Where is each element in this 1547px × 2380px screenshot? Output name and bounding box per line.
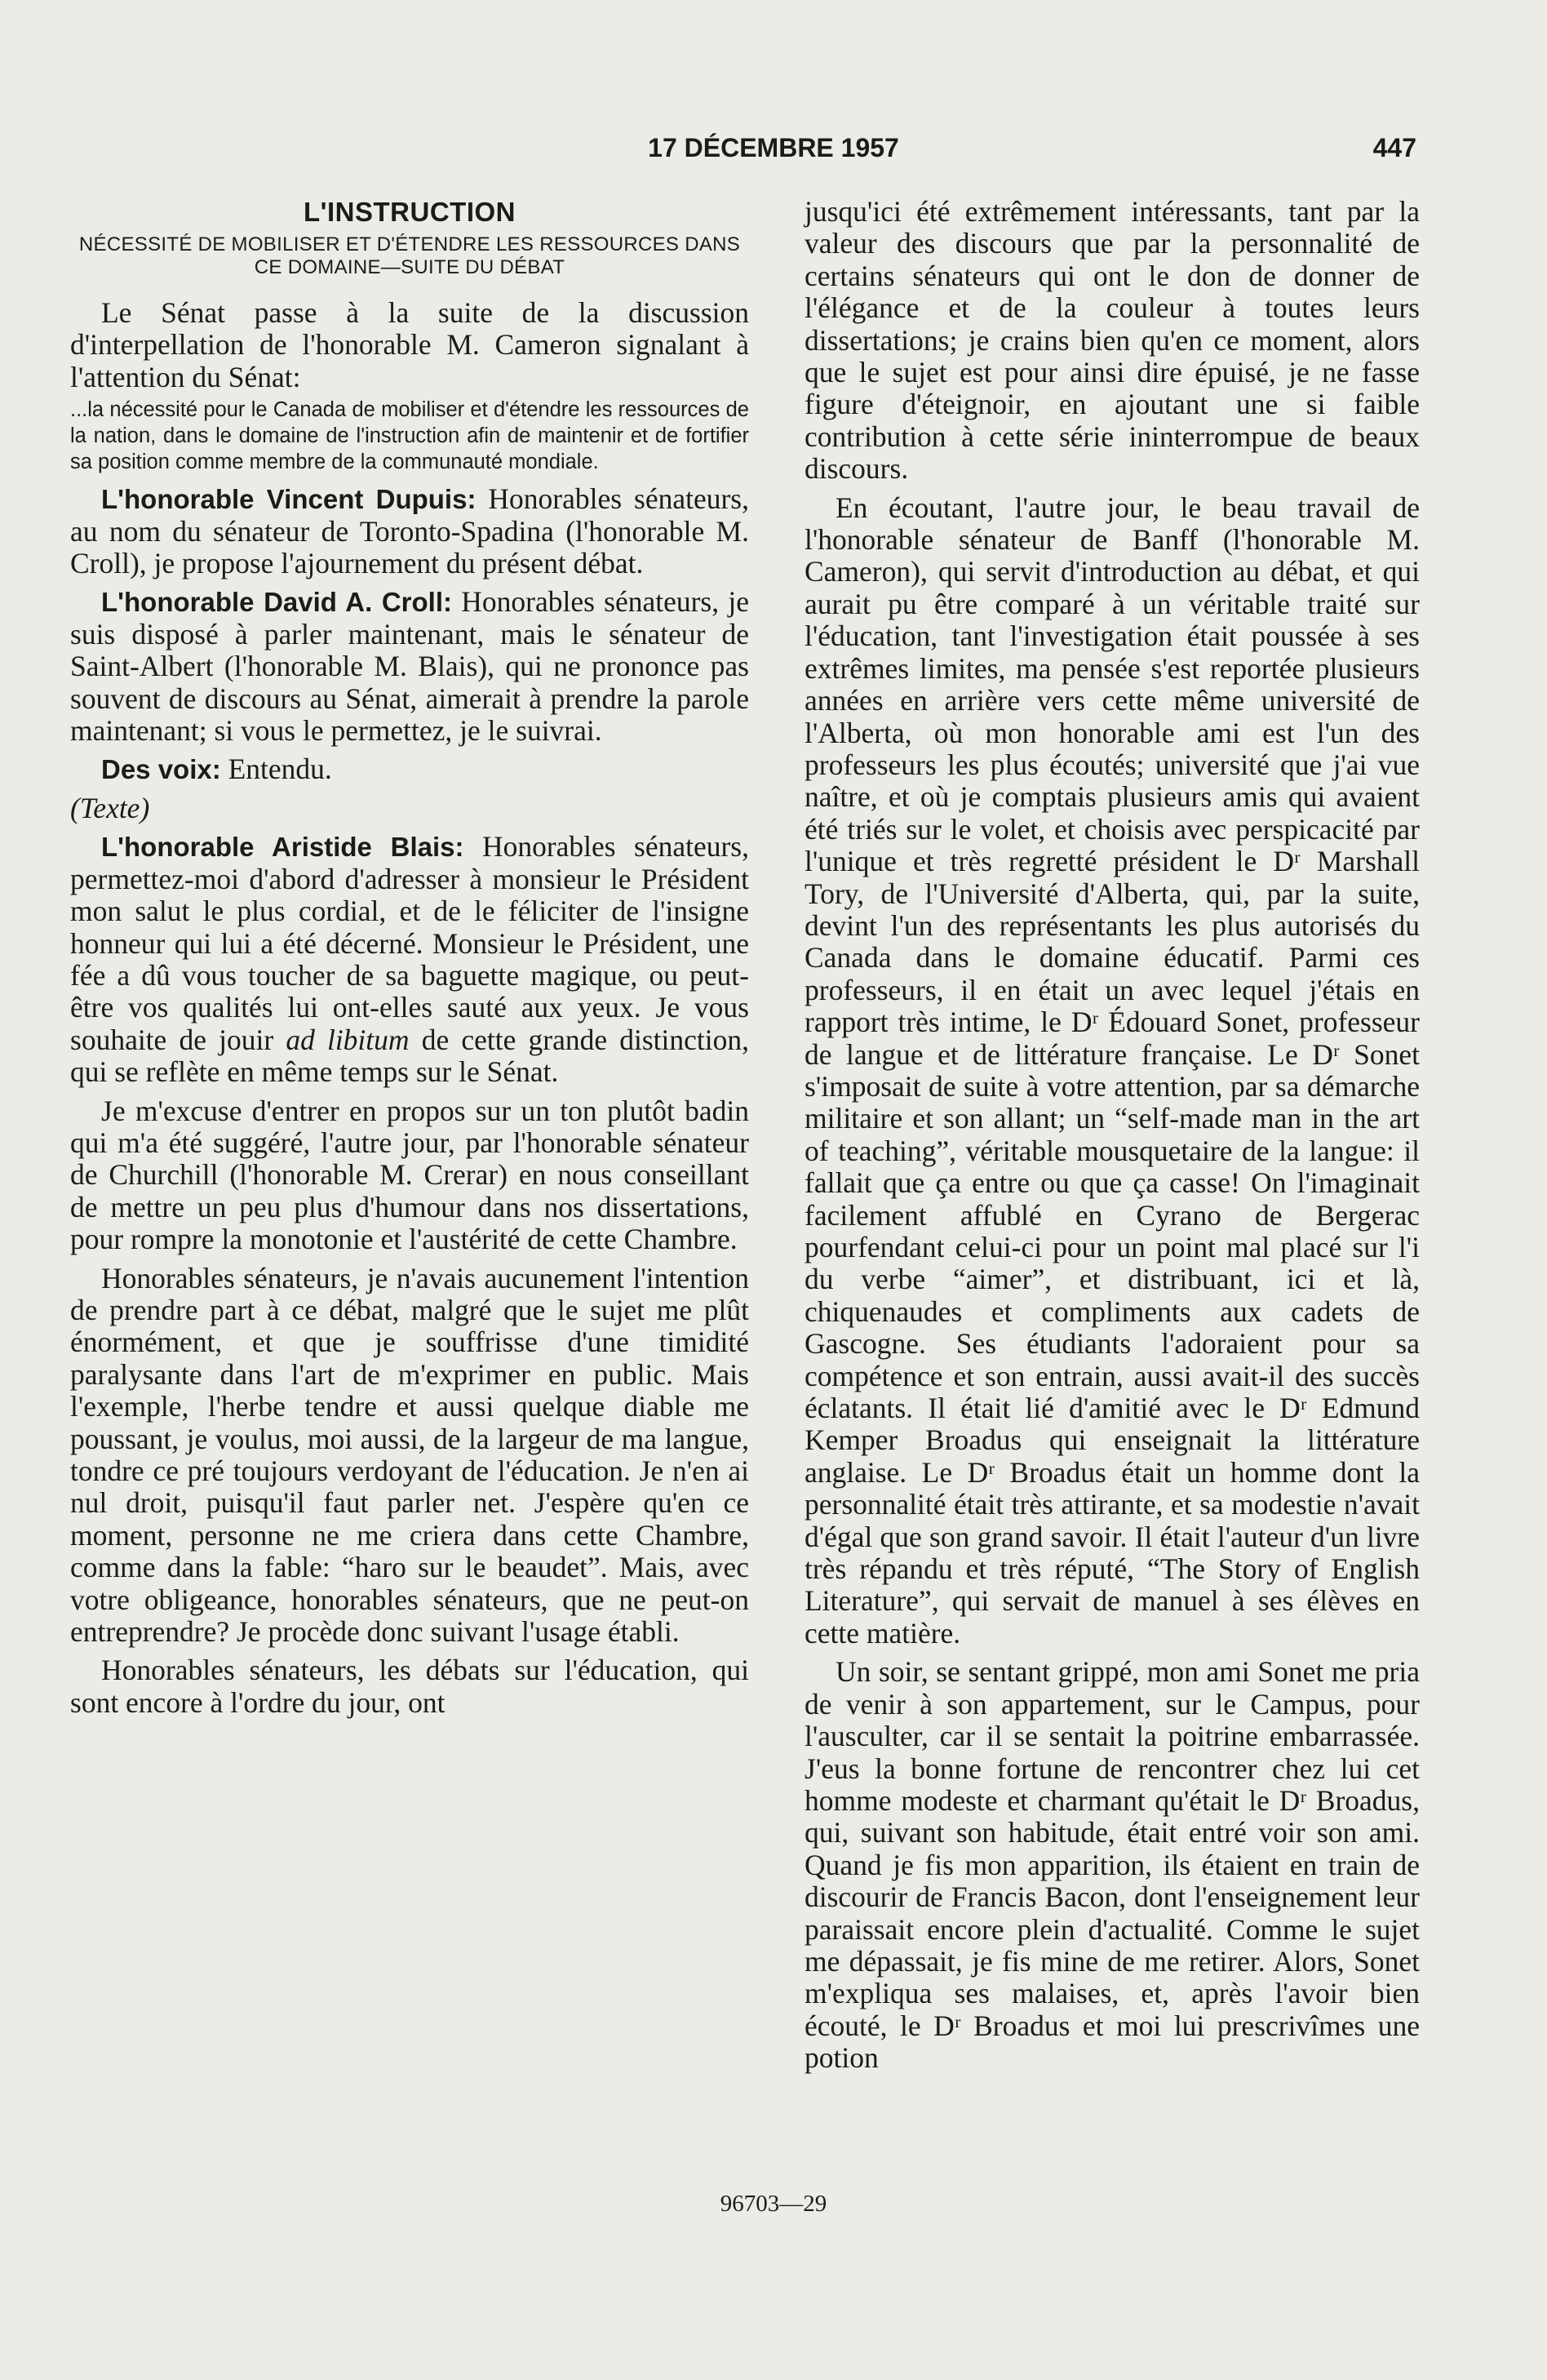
paragraph: En écoutant, l'autre jour, le beau travail de l'honorable sénateur de Banff (l'honorable M. Cameron), qui servit d'introduction au débat, et qui aurait pu être comparé à un véritable traité sur l'éducation, tant l'investigation était poussée à ses extrêmes limites, ma pensée s'est reportée plusieurs années en arrière vers cette même université de l'Alberta, où mon honorable ami est l'un des professeurs les plus écoutés; université que j'ai vue naître, et où je comptais plusieurs amis qui avaient été triés sur le volet, et choisis avec perspicacité par l'unique et très regretté président le Dʳ Marshall Tory, de l'Université d'Alberta, qui, par la suite, devint l'un des représentants les plus autorisés du Canada dans le domaine éducatif. Parmi ces professeurs, il en était un avec lequel j'étais en rapport très intime, le Dʳ Édouard Sonet, professeur de langue et de littérature française. Le Dʳ Sonet s'imposait de suite à votre attention, par sa démarche militaire et son allant; un “self-made man in the art of teaching”, véritable mousquetaire de la langue: il fallait que ça entre ou que ça casse! On l'imaginait facilement affublé en Cyrano de Bergerac pourfendant celui-ci pour un point mal placé sur l'i du verbe “aimer”, et distribuant, ici et là, chiquenaudes et compliments aux cadets de Gascogne. Ses étudiants l'adoraient pour sa compétence et son entrain, aussi avait-il des succès éclatants. Il était lié d'amitié avec le Dʳ Edmund Kemper Broadus qui enseignait la littérature anglaise. Le Dʳ Broadus était un homme dont la personnalité était très attirante, et sa modestie n'avait d'égal que son grand savoir. Il était l'auteur d'un livre très répandu et très réputé, “The Story of English Literature”, qui servait de manuel à ses élèves en cette matière. bbox=[805, 491, 1420, 1650]
paragraph: Un soir, se sentant grippé, mon ami Sonet me pria de venir à son appartement, sur le Campus, pour l'ausculter, car il se sentait la poitrine embarrassée. J'eus la bonne fortune de rencontrer chez lui cet homme modeste et charmant qu'était le Dʳ Broadus, qui, suivant son habitude, était entré voir son ami. Quand je fis mon apparition, ils étaient en train de discourir de Francis Bacon, dont l'enseignement leur paraissait encore plein d'actualité. Comme le sujet me dépassait, je fis mine de me retirer. Alors, Sonet m'expliqua ses malaises, et, après l'avoir bien écouté, le Dʳ Broadus et moi lui prescrivîmes une potion bbox=[805, 1655, 1420, 2075]
speaker-name: Des voix: bbox=[101, 754, 221, 785]
right-column bbox=[805, 196, 1420, 2075]
running-head bbox=[0, 133, 1547, 166]
speech-text: Honorables sénateurs, au nom du sénateur de Toronto-Spadina (l'honorable M. Croll), je propose l'ajournement du présent débat. bbox=[70, 482, 749, 580]
paragraph: Je m'excuse d'entrer en propos sur un ton plutôt badin qui m'a été suggéré, l'autre jour, par l'honorable sénateur de Churchill (l'honorable M. Crerar) en nous conseillant de mettre un peu plus d'humour dans nos dissertations, pour rompre la monotonie et l'austérité de cette Chambre. bbox=[70, 1094, 749, 1256]
speech-paragraph bbox=[70, 753, 749, 785]
paragraph: Le Sénat passe à la suite de la discussion d'interpellation de l'honorable M. Cameron signalant à l'attention du Sénat: bbox=[70, 296, 749, 393]
paragraph: Honorables sénateurs, je n'avais aucunement l'intention de prendre part à ce débat, malgré que le sujet me plût énormément, et que je souffrisse d'une timidité paralysante dans l'art de m'exprimer en public. Mais l'exemple, l'herbe tendre et aussi quelque diable me poussant, je voulus, moi aussi, de la largeur de ma langue, tondre ce pré toujours verdoyant de l'éducation. Je n'en ai nul droit, puisqu'il faut parler net. J'espère qu'en ce moment, personne ne me criera dans cette Chambre, comme dans la fable: “haro sur le beaudet”. Mais, avec votre obligeance, honorables sénateurs, que ne peut-on entreprendre? Je procède donc suivant l'usage établi. bbox=[70, 1261, 749, 1649]
speech-paragraph bbox=[70, 586, 749, 747]
speaker-name: L'honorable David A. Croll: bbox=[101, 587, 452, 618]
footer-signature: 96703—29 bbox=[720, 2191, 827, 2217]
texte-marker: (Texte) bbox=[70, 791, 150, 824]
speech-text: Honorables sénateurs, permettez-moi d'abord d'adresser à monsieur le Président mon salut le plus cordial, et de le féliciter de l'insigne honneur qui lui a été décerné. Monsieur le Président, une fée a dû vous toucher de sa baguette magique, ou peut-être vos qualités lui ont-elles sauté aux yeux. Je vous souhaite de jouir bbox=[70, 830, 749, 1056]
speaker-name: L'honorable Aristide Blais: bbox=[101, 832, 464, 863]
speaker-name: L'honorable Vincent Dupuis: bbox=[101, 484, 477, 515]
page-date: 17 DÉCEMBRE 1957 bbox=[648, 133, 899, 162]
speech-paragraph bbox=[70, 483, 749, 579]
speech-text: de cette grande distinction, qui se reflète en même temps sur le Sénat. bbox=[70, 1023, 750, 1089]
speech-text: Honorables sénateurs, je suis disposé à parler maintenant, mais le sénateur de Saint-Albert (l'honorable M. Blais), qui ne prononce pas souvent de discours au Sénat, aimerait à prendre la parole maintenant; si vous le permettez, je le suivrai. bbox=[70, 585, 750, 748]
italic-phrase: ad libitum bbox=[286, 1023, 410, 1056]
section-subtitle: NÉCESSITÉ DE MOBILISER ET D'ÉTENDRE LES RESSOURCES DANS CE DOMAINE—SUITE DU DÉBAT bbox=[78, 233, 741, 278]
left-column bbox=[70, 196, 749, 1719]
page-number: 447 bbox=[1372, 133, 1416, 162]
paragraph: Honorables sénateurs, les débats sur l'éducation, qui sont encore à l'ordre du jour, ont bbox=[70, 1654, 749, 1719]
motion-quote: ...la nécessité pour le Canada de mobiliser et d'étendre les ressources de la nation, dans le domaine de l'instruction afin de maintenir et de fortifier sa position comme membre de la communauté mondiale. bbox=[70, 398, 749, 474]
speech-paragraph bbox=[70, 831, 749, 1088]
paragraph: jusqu'ici été extrêmement intéressants, tant par la valeur des discours que par la personnalité de certains sénateurs qui ont le don de donner de l'élégance et de la couleur à toutes leurs dissertations; je crains bien qu'en ce moment, alors que le sujet est pour ainsi dire épuisé, je ne fasse figure d'éteignoir, en ajoutant une si faible contribution à cette série ininterrompue de beaux discours. bbox=[805, 195, 1420, 486]
speech-text: Entendu. bbox=[228, 753, 332, 786]
section-title: L'INSTRUCTION bbox=[304, 197, 516, 227]
